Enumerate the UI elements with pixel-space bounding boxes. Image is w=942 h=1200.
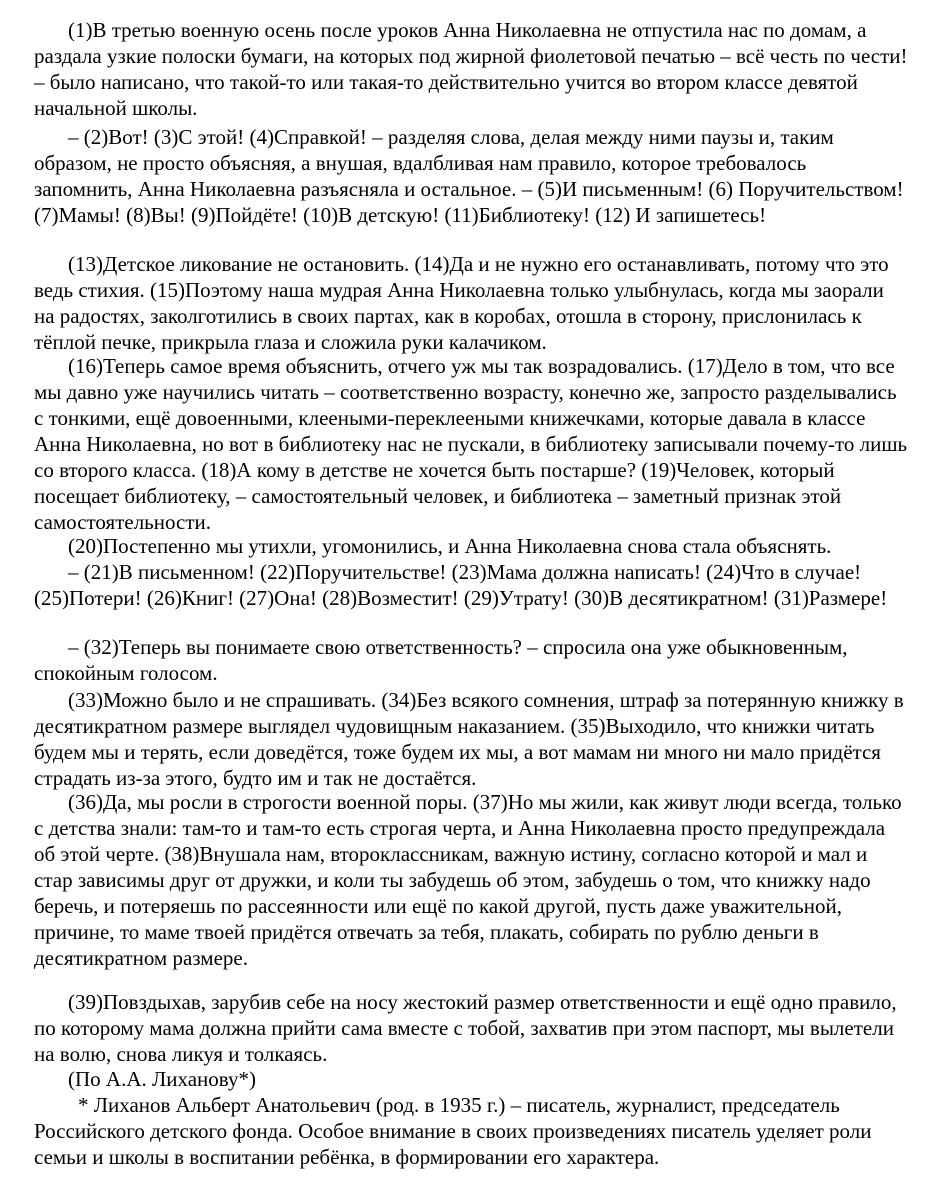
text-paragraph-7: – (32)Теперь вы понимаете свою ответственность? – спросила она уже обыкновенным, спокойным голосом. xyxy=(34,635,848,685)
text-paragraph-9: (36)Да, мы росли в строгости военной поры. (37)Но мы жили, как живут люди всегда, только с детства знали: там-то и там-то есть строгая черта, и Анна Николаевна просто предупреждала об этой черте. (38)Внушала нам, второклассникам, важную истину, согласно которой и мал и стар зависимы друг от дружки, и коли ты забудешь об этом, забудешь о том, что книжку надо беречь, и потеряешь по рассеянности или ещё по какой другой, пусть даже уважительной, причине, то маме твоей придётся отвечать за тебя, плакать, собирать по рублю деньги в десятикратном размере. xyxy=(34,790,902,970)
text-paragraph-2: – (2)Вот! (3)С этой! (4)Справкой! – разделяя слова, делая между ними паузы и, таким образом, не просто объясняя, а внушая, вдалбливая нам правило, которое требовалось запомнить, Анна Николаевна разъясняла и остальное. – (5)И письменным! (6) Поручительством! (7)Мамы! (8)Вы! (9)Пойдёте! (10)В детскую! (11)Библиотеку! (12) И запишетесь! xyxy=(34,125,904,227)
text-paragraph-8: (33)Можно было и не спрашивать. (34)Без всякого сомнения, штраф за потерянную книжку в десятикратном размере выглядел чудовищным наказанием. (35)Выходило, что книжки читать будем мы и терять, если доведётся, тоже будем их мы, а вот мамам ни много ни мало придётся страдать из-за этого, будто им и так не достаётся. xyxy=(34,688,904,790)
text-paragraph-1: (1)В третью военную осень после уроков Анна Николаевна не отпустила нас по домам, а раздала узкие полоски бумаги, на которых под жирной фиолетовой печатью – всё честь по чести! – было написано, что такой-то или такая-то действительно учится во втором классе девятой начальной школы. xyxy=(34,18,908,120)
text-paragraph-4: (16)Теперь самое время объяснить, отчего уж мы так возрадовались. (17)Дело в том, что все мы давно уже научились читать – соответственно возрасту, конечно же, запросто разделывались с тонкими, ещё довоенными, клееными-переклееными книжечками, которые давала в классе Анна Николаевна, но вот в библиотеку нас не пускали, в библиотеку записывали почему-то лишь со второго класса. (18)А кому в детстве не хочется быть постарше? (19)Человек, который посещает библиотеку, – самостоятельный человек, и библиотека – заметный признак этой самостоятельности. xyxy=(34,354,908,534)
source-attribution: (По А.А. Лиханову*) xyxy=(68,1067,256,1091)
text-paragraph-6: – (21)В письменном! (22)Поручительстве! (23)Мама должна написать! (24)Что в случае! (25)Потери! (26)Книг! (27)Она! (28)Возместит! (29)Утрату! (30)В десятикратном! (31)Размере! xyxy=(34,560,888,610)
text-paragraph-3: (13)Детское ликование не остановить. (14)Да и не нужно его останавливать, потому что это ведь стихия. (15)Поэтому наша мудрая Анна Николаевна только улыбнулась, когда мы заорали на радостях, заколготились в своих партах, как в коробах, отошла в сторону, прислонилась к тёплой печке, прикрыла глаза и сложила руки калачиком. xyxy=(34,252,889,354)
author-footnote: * Лиханов Альберт Анатольевич (род. в 1935 г.) – писатель, журналист, председатель Российского детского фонда. Особое внимание в своих произведениях писатель уделяет роли семьи и школы в воспитании ребёнка, в формировании его характера. xyxy=(34,1093,872,1169)
text-paragraph-5: (20)Постепенно мы утихли, угомонились, и Анна Николаевна снова стала объяснять. xyxy=(68,534,832,558)
text-paragraph-10: (39)Повздыхав, зарубив себе на носу жестокий размер ответственности и ещё одно правило, по которому мама должна прийти сама вместе с тобой, захватив при этом паспорт, мы вылетели на волю, снова ликуя и толкаясь. xyxy=(34,990,897,1066)
